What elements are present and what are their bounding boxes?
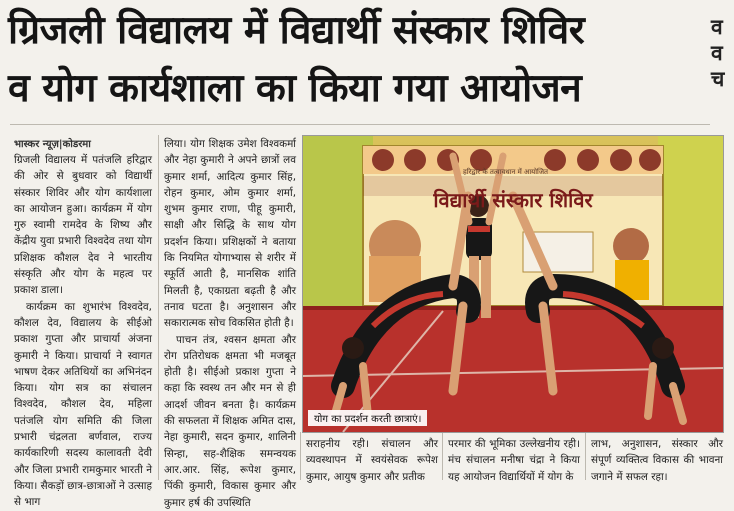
- paragraph: ग्रिजली विद्यालय में पतंजलि हरिद्वार की ओर से बुधवार को विद्यार्थी संस्कार शिविर और योग कार्यशाला का आयोजन हुआ। कार्यक्रम में योग गुरु स्वामी रामदेव के शिष्य और केंद्रीय युवा प्रभारी विश्वदेव तथा योग प्रशिक्षक कौशल देव ने भारतीय संस्कृति और योग के महत्व पर प्रकाश डाला।: [14, 154, 152, 297]
- article-column-4: [448, 436, 580, 484]
- column-divider: [442, 432, 443, 480]
- divider: [10, 124, 710, 125]
- photo-caption: योग का प्रदर्शन करती छात्राएं।: [308, 410, 427, 426]
- column-divider: [300, 432, 301, 480]
- paragraph: कार्यक्रम का शुभारंभ विश्वदेव, कौशल देव, विद्यालय के सीईओ प्रकाश गुप्ता और प्राचार्या अंजना कुमारी ने किया। प्राचार्या ने स्वागत भाषण देकर अतिथियों का अभिनंदन किया। योग सत्र का संचालन विश्वदेव, कौशल देव, महिला पतंजलि योग समिति की जिला प्रभारी चंद्रलता बर्णवाल, राज्य कार्यकारिणी सदस्य कालावती देवी और जिला प्रभारी रामकुमार भारती ने किया। सैकड़ों छात्र-छात्राओं ने उत्साह से भाग: [14, 300, 152, 509]
- column-divider: [585, 432, 586, 480]
- article-column-3: [306, 436, 438, 484]
- byline: भास्कर न्यूज़|कोडरमा: [14, 139, 91, 150]
- banner-subtitle: हरिद्वार के तत्वावधान में आयोजित: [463, 168, 549, 176]
- article-column-1: [14, 152, 152, 509]
- column-divider: [158, 135, 159, 480]
- headline-line-2: व योग कार्यशाला का किया गया आयोजन: [8, 66, 582, 111]
- yoga-photo: [302, 135, 724, 433]
- headline-line-1: ग्रिजली विद्यालय में विद्यार्थी संस्कार शिविर: [8, 8, 585, 53]
- article-column-2: [164, 136, 296, 509]
- paragraph: लाभ, अनुशासन, संस्कार और संपूर्ण व्यक्तित्व विकास की भावना जगाने में सफल रहा।: [591, 438, 723, 483]
- paragraph: लिया। योग शिक्षक उमेश विश्वकर्मा और नेहा कुमारी ने अपने छात्रों लव कुमार शर्मा, आदित्य कुमार सिंह, रोहन कुमार, ओम कुमार शर्मा, शुभम कुमार राणा, पीहू कुमारी, साक्षी और सिद्धि के साथ योग प्रदर्शन किया। प्रशिक्षकों ने बताया कि नियमित योगाभ्यास से शरीर में स्फूर्ति आती है, मानसिक शांति मिलती है, एकाग्रता बढ़ती है और तनाव घटता है। अनुशासन और सकारात्मक सोच विकसित होती है।: [164, 138, 296, 330]
- adjacent-article-fragment: व व च: [711, 15, 725, 91]
- paragraph: परमार की भूमिका उल्लेखनीय रही। मंच संचालन मनीषा चंद्रा ने किया यह आयोजन विद्यार्थियों में योग के: [448, 438, 580, 483]
- article-column-5: [591, 436, 723, 484]
- paragraph: पाचन तंत्र, श्वसन क्षमता और रोग प्रतिरोधक क्षमता भी मजबूत होती है। सीईओ प्रकाश गुप्ता ने कहा कि स्वस्थ तन और मन से ही आदर्श जीवन बनता है। कार्यक्रम की सफलता में शिक्षक अमित दास, नेहा कुमारी, सदन कुमार, शालिनी सिन्हा, सह-शैक्षिक समन्वयक आर.आर. सिंह, रूपेश कुमार, पिंकी कुमारी, विकास कुमार और कुमार हर्ष की उपस्थिति: [164, 333, 296, 509]
- paragraph: सराहनीय रही। संचालन और व्यवस्थापन में स्वयंसेवक रूपेश कुमार, आयुष कुमार और प्रतीक: [306, 438, 438, 483]
- banner-title: विद्यार्थी संस्कार शिविर: [433, 188, 593, 212]
